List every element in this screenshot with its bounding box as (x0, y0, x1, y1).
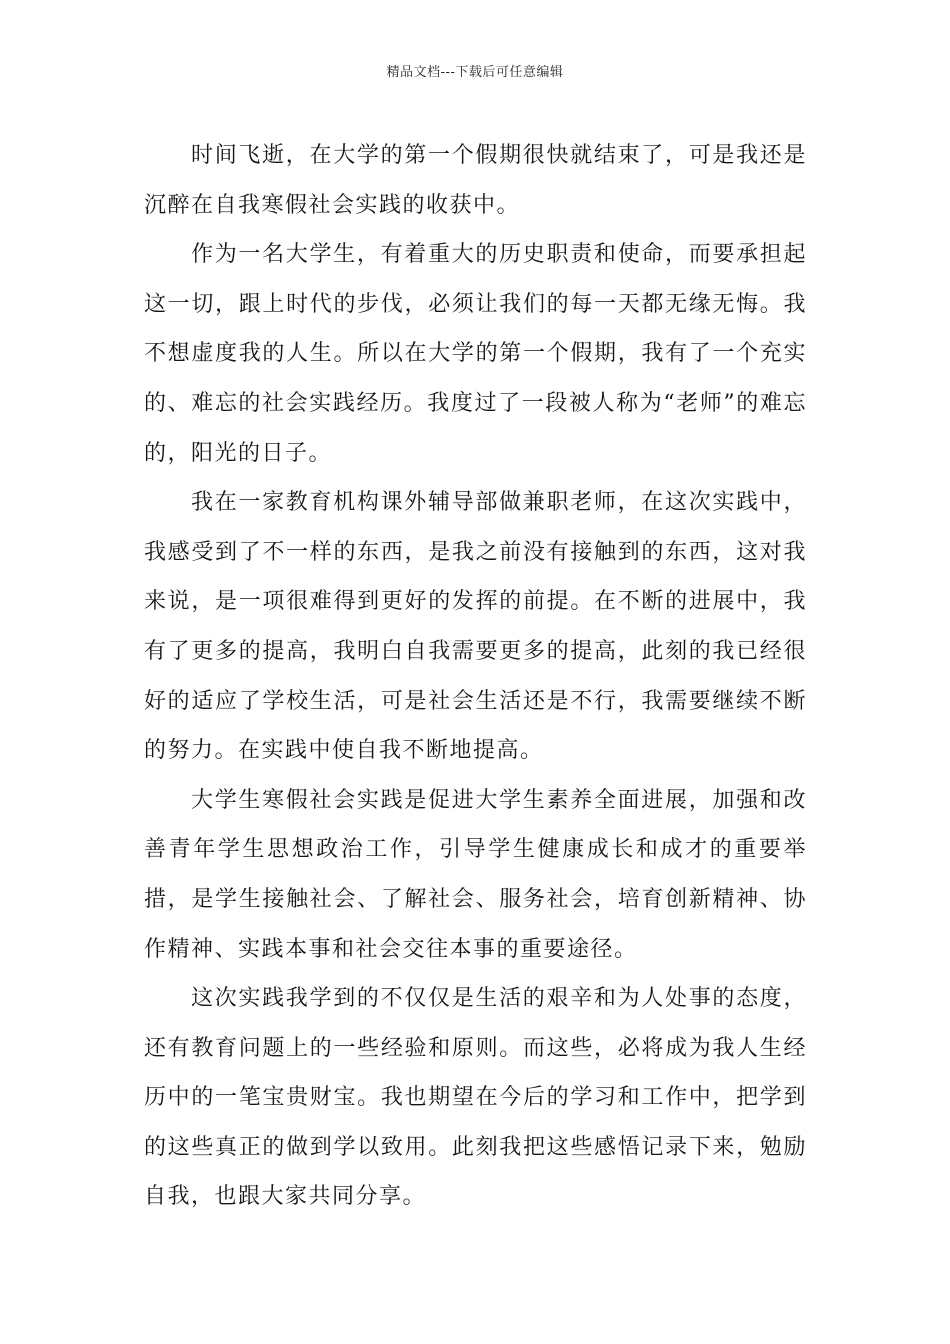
paragraph-1: 时间飞逝，在大学的第一个假期很快就结束了，可是我还是沉醉在自我寒假社会实践的收获中。 (144, 143, 807, 218)
document-body (144, 131, 807, 1222)
paragraph-2: 作为一名大学生，有着重大的历史职责和使命，而要承担起这一切，跟上时代的步伐，必须让我们的每一天都无缘无悔。我不想虚度我的人生。所以在大学的第一个假期，我有了一个充实的、难忘的社会实践经历。我度过了一段被人称为“老师”的难忘的，阳光的日子。 (144, 242, 807, 466)
paragraph-3: 我在一家教育机构课外辅导部做兼职老师，在这次实践中，我感受到了不一样的东西，是我之前没有接触到的东西，这对我来说，是一项很难得到更好的发挥的前提。在不断的进展中，我有了更多的提高，我明白自我需要更多的提高，此刻的我已经很好的适应了学校生活，可是社会生活还是不行，我需要继续不断的努力。在实践中使自我不断地提高。 (144, 490, 807, 764)
paragraph-5: 这次实践我学到的不仅仅是生活的艰辛和为人处事的态度，还有教育问题上的一些经验和原则。而这些，必将成为我人生经历中的一笔宝贵财宝。我也期望在今后的学习和工作中，把学到的这些真正的做到学以致用。此刻我把这些感悟记录下来，勉励自我，也跟大家共同分享。 (144, 986, 807, 1210)
paragraph-4: 大学生寒假社会实践是促进大学生素养全面进展，加强和改善青年学生思想政治工作，引导学生健康成长和成才的重要举措，是学生接触社会、了解社会、服务社会，培育创新精神、协作精神、实践本事和社会交往本事的重要途径。 (144, 787, 807, 962)
page-header: 精品文档---下载后可任意编辑 (386, 65, 564, 80)
